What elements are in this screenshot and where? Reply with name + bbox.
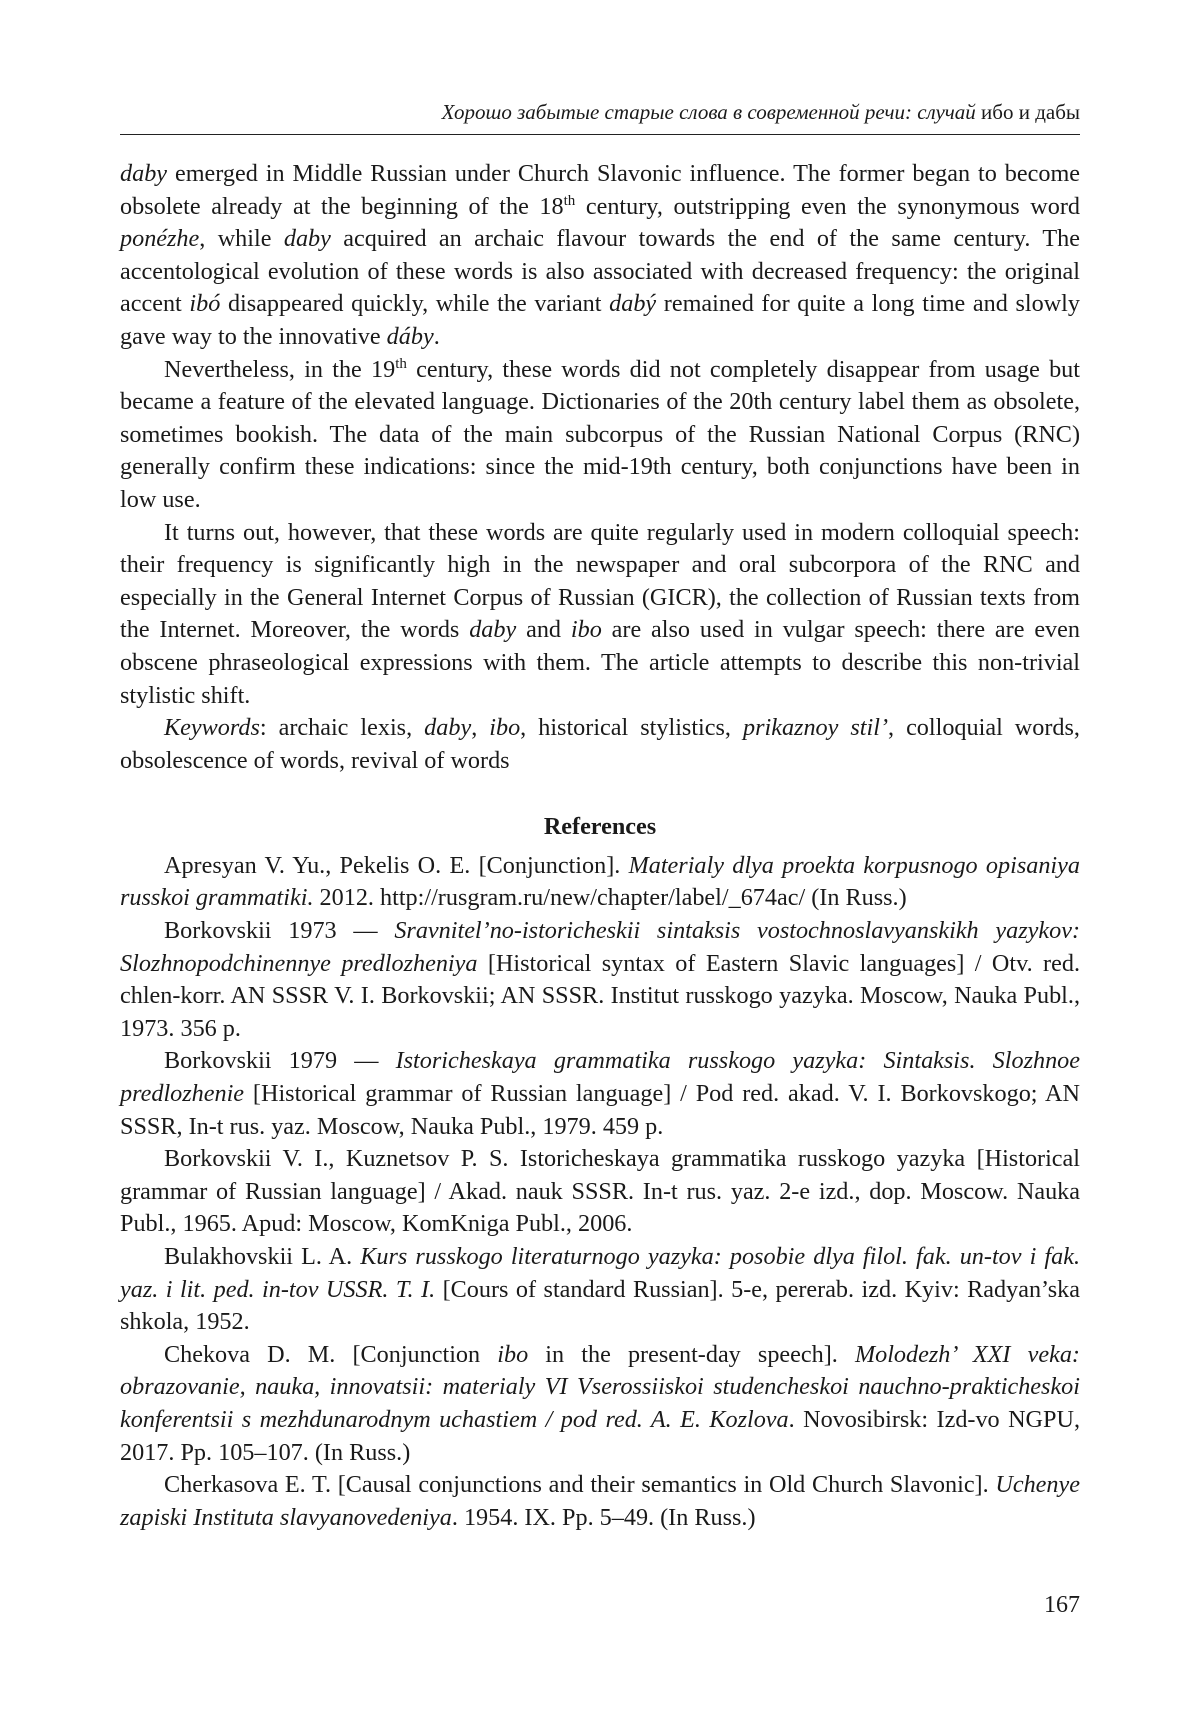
text-run: disappeared quickly, while the variant [220, 290, 610, 318]
text-run: , historical stylistics, [520, 714, 743, 742]
text-run: 2012. http://rusgram.ru/new/chapter/label/_674ac/ (In Russ.) [313, 884, 907, 912]
term-daby-innovative: dáby [386, 322, 434, 350]
text-run: Chekova D. M. [Conjunction [164, 1340, 498, 1368]
reference-title: Molodezh’ XXI veka: obrazovanie, nauka, innovatsii: materialy VI Vserossiiskoi studencheskoi nauchno-prakticheskoi konferentsii s mezhdunarodnym uchastiem / pod red. A. E. Kozlova [120, 1340, 1080, 1433]
term-ibo: ibo [497, 1340, 529, 1368]
text-run: century, outstripping even the synonymous word [575, 192, 1080, 220]
keyword-ibo: ibo [489, 714, 521, 742]
reference-apresyan [120, 850, 1080, 915]
reference-title: Kurs russkogo literaturnogo yazyka: posobie dlya filol. fak. un-tov i fak. yaz. i lit. ped. in-tov USSR. T. I. [120, 1243, 1080, 1303]
text-run: . Novosibirsk: Izd-vo NGPU, 2017. Pp. 105–107. (In Russ.) [120, 1405, 1080, 1466]
text-run: Borkovskii 1979 — [164, 1047, 396, 1075]
keyword-prikaznoy-stil: prikaznoy stil’ [742, 714, 889, 742]
text-run: Apresyan V. Yu., Pekelis O. E. [Conjunction]. [164, 851, 629, 879]
header-rule [120, 134, 1080, 135]
text-run: , while [199, 225, 284, 253]
text-run: century, these words did not completely disappear from usage but became a feature of the elevated language. Dictionaries of the 20th century label them as obsolete, sometimes bookish. The data of the main subcorpus of the Russian National Corpus (RNC) generally confirm these indications: since the mid-19th century, both conjunctions have been in low use. [120, 355, 1080, 513]
text-run: and [516, 616, 571, 644]
keyword-daby: daby [424, 714, 472, 742]
text-run: It turns out, however, that these words are quite regularly used in modern colloquial speech: their frequency is significantly high in the newspaper and oral subcorpora of the RNC and especially in the General Internet Corpus of Russian (GICR), the collection of Russian texts from the Internet. Moreover, the words [120, 518, 1080, 644]
reference-bulakhovskii [120, 1241, 1080, 1339]
abstract-paragraph-3 [120, 517, 1080, 713]
text-run: Nevertheless, in the 19 [164, 355, 396, 383]
reference-borkovskii-kuznetsov [120, 1143, 1080, 1241]
term-daby: daby [469, 616, 517, 644]
text-run: , [471, 714, 490, 742]
text-run: remained for quite a long time and slowly gave way to the innovative [120, 290, 1080, 350]
text-run: Borkovskii V. I., Kuznetsov P. S. Istoricheskaya grammatika russkogo yazyka [Historical grammar of Russian language] / Akad. nauk SSSR. In-t rus. yaz. 2-e izd., dop. Moscow. Nauka Publ., 1965. Apud: Moscow, KomKniga Publ., 2006. [120, 1145, 1080, 1238]
term-ibo: ibo [570, 616, 602, 644]
keywords-label: Keywords [164, 714, 260, 742]
term-ibo-accent: ibó [189, 290, 221, 318]
text-run: are also used in vulgar speech: there are even obscene phraseological expressions with them. The article attempts to describe this non-trivial stylistic shift. [120, 616, 1080, 709]
text-run: [Historical grammar of Russian language] / Pod red. akad. V. I. Borkovskogo; AN SSSR, In-t rus. yaz. Moscow, Nauka Publ., 1979. 459 p. [120, 1080, 1080, 1140]
running-head [120, 100, 1080, 125]
text-run: Cherkasova E. T. [Causal conjunctions and their semantics in Old Church Slavonic]. [164, 1471, 996, 1499]
keywords-paragraph [120, 712, 1080, 777]
text-run: , colloquial words, obsolescence of words, revival of words [120, 714, 1080, 774]
page-body [120, 158, 1080, 1534]
running-head-words: ибо и дабы [981, 100, 1080, 124]
term-ponezhe: ponézhe [120, 225, 200, 253]
reference-title: Sravnitel’no-istoricheskii sintaksis vostochnoslavyanskikh yazykov: Slozhnopodchinennye predlozheniya [120, 917, 1081, 977]
term-daby: daby [120, 160, 168, 187]
text-run: . 1954. IX. Pp. 5–49. (In Russ.) [451, 1503, 756, 1531]
reference-title: Istoricheskaya grammatika russkogo yazyka: Sintaksis. Slozhnoe predlozhenie [120, 1047, 1080, 1108]
text-run: [Cours of standard Russian]. 5-e, pererab. izd. Kyiv: Radyan’ska shkola, 1952. [120, 1275, 1081, 1336]
term-daby-accent: dabý [609, 290, 657, 318]
reference-title: Materialy dlya proekta korpusnogo opisaniya russkoi grammatiki. [120, 851, 1080, 912]
reference-borkovskii-1979 [120, 1045, 1080, 1143]
references-heading: References [543, 813, 657, 841]
reference-cherkasova [120, 1469, 1080, 1534]
text-run: in the present-day speech]. [528, 1340, 855, 1368]
reference-title: Uchenye zapiski Instituta slavyanovedeniya [120, 1471, 1080, 1531]
text-run: Borkovskii 1973 — [164, 917, 395, 945]
text-run: [Historical syntax of Eastern Slavic languages] / Otv. red. chlen-korr. AN SSSR V. I. Borkovskii; AN SSSR. Institut russkogo yazyka. Moscow, Nauka Publ., 1973. 356 p. [120, 949, 1080, 1042]
text-run: acquired an archaic flavour towards the end of the same century. The accentological evolution of these words is also associated with decreased frequency: the original accent [120, 225, 1080, 318]
running-head-italic: Хорошо забытые старые слова в современной речи: случай [441, 100, 976, 124]
abstract-paragraph-1 [120, 158, 1080, 354]
term-daby: daby [283, 225, 331, 253]
superscript: th [563, 192, 576, 209]
page-number: 167 [1044, 1592, 1080, 1618]
text-run: emerged in Middle Russian under Church Slavonic influence. The former began to become obsolete already at the beginning of the 18 [120, 160, 1080, 220]
reference-borkovskii-1973 [120, 915, 1080, 1045]
superscript: th [395, 355, 407, 372]
text-run: : archaic lexis, [259, 714, 425, 742]
text-run: . [433, 322, 440, 350]
reference-chekova [120, 1339, 1080, 1469]
abstract-paragraph-2 [120, 354, 1080, 517]
text-run: Bulakhovskii L. A. [164, 1243, 361, 1270]
